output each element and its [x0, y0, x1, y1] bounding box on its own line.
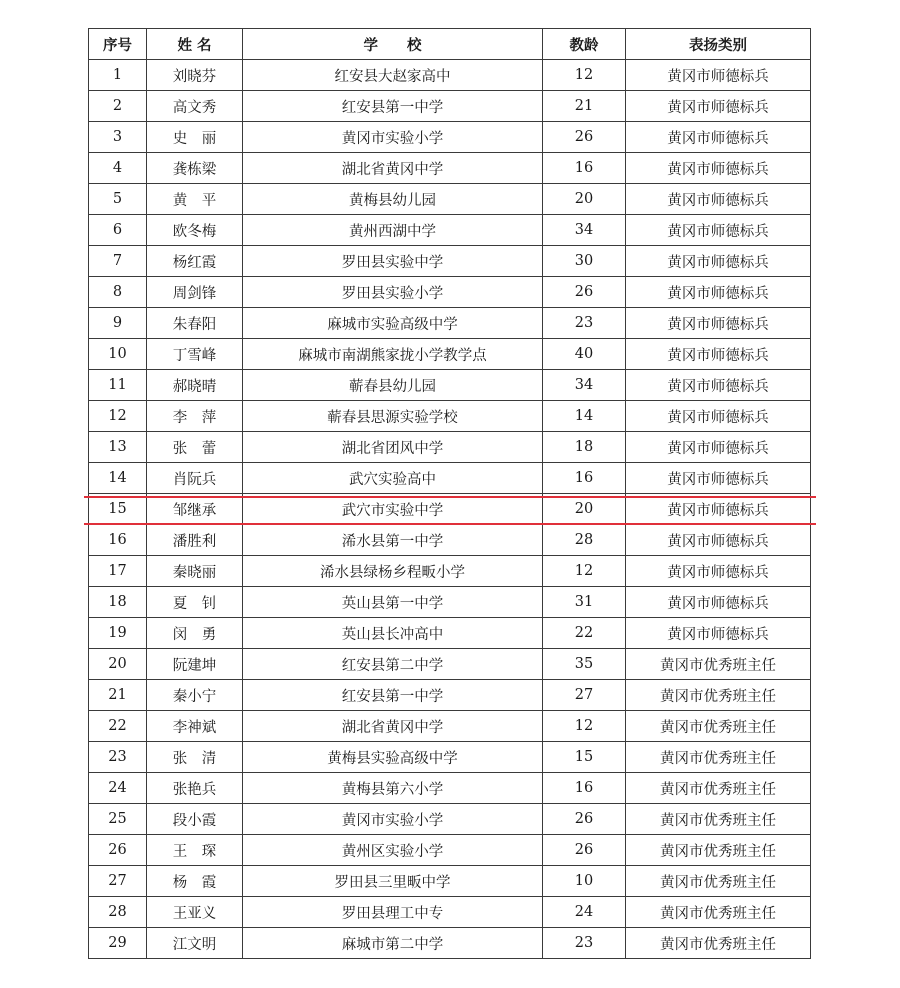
cell-number: 18: [89, 587, 147, 618]
cell-number: 25: [89, 804, 147, 835]
cell-number: 26: [89, 835, 147, 866]
cell-name: 李神斌: [147, 711, 243, 742]
table-row: [89, 370, 811, 401]
cell-name: 丁雪峰: [147, 339, 243, 370]
cell-teaching-years: 40: [543, 339, 626, 370]
cell-teaching-years: 23: [543, 308, 626, 339]
commendation-table: [88, 28, 811, 959]
header-school: 学 校: [243, 29, 543, 60]
cell-teaching-years: 26: [543, 804, 626, 835]
cell-teaching-years: 30: [543, 246, 626, 277]
cell-commendation-category: 黄冈市优秀班主任: [626, 742, 811, 773]
cell-school: 蕲春县思源实验学校: [243, 401, 543, 432]
cell-teaching-years: 18: [543, 432, 626, 463]
cell-name: 闵 勇: [147, 618, 243, 649]
cell-teaching-years: 26: [543, 835, 626, 866]
cell-teaching-years: 15: [543, 742, 626, 773]
cell-school: 麻城市实验高级中学: [243, 308, 543, 339]
cell-teaching-years: 26: [543, 277, 626, 308]
cell-name: 秦小宁: [147, 680, 243, 711]
cell-teaching-years: 10: [543, 866, 626, 897]
cell-school: 黄梅县幼儿园: [243, 184, 543, 215]
cell-commendation-category: 黄冈市优秀班主任: [626, 866, 811, 897]
cell-school: 红安县第一中学: [243, 91, 543, 122]
cell-teaching-years: 16: [543, 153, 626, 184]
table-header-row: [89, 29, 811, 60]
cell-school: 湖北省黄冈中学: [243, 153, 543, 184]
cell-name: 高文秀: [147, 91, 243, 122]
table-row: [89, 215, 811, 246]
table-row: [89, 680, 811, 711]
cell-name: 周剑锋: [147, 277, 243, 308]
cell-commendation-category: 黄冈市优秀班主任: [626, 897, 811, 928]
cell-name: 阮建坤: [147, 649, 243, 680]
cell-number: 17: [89, 556, 147, 587]
cell-name: 王 琛: [147, 835, 243, 866]
cell-teaching-years: 22: [543, 618, 626, 649]
cell-number: 19: [89, 618, 147, 649]
cell-name: 黄 平: [147, 184, 243, 215]
cell-name: 段小霞: [147, 804, 243, 835]
cell-number: 24: [89, 773, 147, 804]
cell-teaching-years: 21: [543, 91, 626, 122]
cell-name: 杨 霞: [147, 866, 243, 897]
cell-number: 22: [89, 711, 147, 742]
cell-name: 郝晓晴: [147, 370, 243, 401]
cell-number: 14: [89, 463, 147, 494]
cell-name: 欧冬梅: [147, 215, 243, 246]
table-row: [89, 618, 811, 649]
cell-school: 蕲春县幼儿园: [243, 370, 543, 401]
table-row: [89, 432, 811, 463]
cell-teaching-years: 12: [543, 60, 626, 91]
table-row: [89, 773, 811, 804]
table-row: [89, 587, 811, 618]
cell-teaching-years: 26: [543, 122, 626, 153]
cell-number: 27: [89, 866, 147, 897]
table-row: [89, 401, 811, 432]
table-row: [89, 649, 811, 680]
table-row: [89, 339, 811, 370]
table-row: [89, 60, 811, 91]
cell-school: 黄州西湖中学: [243, 215, 543, 246]
cell-commendation-category: 黄冈市师德标兵: [626, 494, 811, 525]
table-row: [89, 556, 811, 587]
cell-school: 黄冈市实验小学: [243, 122, 543, 153]
cell-school: 武穴实验高中: [243, 463, 543, 494]
cell-commendation-category: 黄冈市师德标兵: [626, 91, 811, 122]
cell-school: 罗田县理工中专: [243, 897, 543, 928]
cell-name: 龚栋梁: [147, 153, 243, 184]
cell-name: 杨红霞: [147, 246, 243, 277]
cell-commendation-category: 黄冈市师德标兵: [626, 587, 811, 618]
cell-teaching-years: 14: [543, 401, 626, 432]
cell-teaching-years: 20: [543, 184, 626, 215]
cell-number: 21: [89, 680, 147, 711]
cell-commendation-category: 黄冈市优秀班主任: [626, 928, 811, 959]
cell-commendation-category: 黄冈市师德标兵: [626, 184, 811, 215]
cell-teaching-years: 12: [543, 556, 626, 587]
cell-teaching-years: 16: [543, 773, 626, 804]
cell-name: 刘晓芬: [147, 60, 243, 91]
cell-name: 肖阮兵: [147, 463, 243, 494]
cell-commendation-category: 黄冈市优秀班主任: [626, 835, 811, 866]
cell-teaching-years: 34: [543, 215, 626, 246]
cell-number: 8: [89, 277, 147, 308]
cell-number: 15: [89, 494, 147, 525]
cell-number: 9: [89, 308, 147, 339]
cell-number: 2: [89, 91, 147, 122]
cell-commendation-category: 黄冈市优秀班主任: [626, 649, 811, 680]
cell-commendation-category: 黄冈市师德标兵: [626, 401, 811, 432]
table-row: [89, 928, 811, 959]
cell-school: 麻城市第二中学: [243, 928, 543, 959]
header-teaching-years: 教龄: [543, 29, 626, 60]
cell-teaching-years: 16: [543, 463, 626, 494]
cell-number: 6: [89, 215, 147, 246]
cell-commendation-category: 黄冈市师德标兵: [626, 370, 811, 401]
cell-school: 黄州区实验小学: [243, 835, 543, 866]
cell-commendation-category: 黄冈市师德标兵: [626, 277, 811, 308]
table-row: [89, 525, 811, 556]
cell-teaching-years: 23: [543, 928, 626, 959]
table-row: [89, 153, 811, 184]
cell-name: 邹继承: [147, 494, 243, 525]
cell-name: 张 清: [147, 742, 243, 773]
cell-school: 红安县第一中学: [243, 680, 543, 711]
cell-teaching-years: 28: [543, 525, 626, 556]
header-name: 姓 名: [147, 29, 243, 60]
cell-number: 10: [89, 339, 147, 370]
commendation-table-wrapper: [88, 28, 810, 959]
cell-commendation-category: 黄冈市师德标兵: [626, 308, 811, 339]
cell-commendation-category: 黄冈市师德标兵: [626, 618, 811, 649]
cell-school: 红安县第二中学: [243, 649, 543, 680]
cell-number: 1: [89, 60, 147, 91]
cell-commendation-category: 黄冈市师德标兵: [626, 153, 811, 184]
cell-commendation-category: 黄冈市师德标兵: [626, 215, 811, 246]
cell-commendation-category: 黄冈市师德标兵: [626, 556, 811, 587]
cell-number: 3: [89, 122, 147, 153]
cell-number: 5: [89, 184, 147, 215]
cell-name: 潘胜利: [147, 525, 243, 556]
cell-name: 张 蕾: [147, 432, 243, 463]
table-row: [89, 463, 811, 494]
cell-school: 浠水县第一中学: [243, 525, 543, 556]
cell-teaching-years: 35: [543, 649, 626, 680]
cell-commendation-category: 黄冈市师德标兵: [626, 60, 811, 91]
cell-name: 张艳兵: [147, 773, 243, 804]
cell-number: 16: [89, 525, 147, 556]
cell-name: 史 丽: [147, 122, 243, 153]
header-number: 序号: [89, 29, 147, 60]
cell-school: 武穴市实验中学: [243, 494, 543, 525]
header-commendation-category: 表扬类别: [626, 29, 811, 60]
cell-number: 12: [89, 401, 147, 432]
cell-commendation-category: 黄冈市师德标兵: [626, 246, 811, 277]
cell-number: 7: [89, 246, 147, 277]
cell-number: 13: [89, 432, 147, 463]
table-row: [89, 494, 811, 525]
cell-commendation-category: 黄冈市师德标兵: [626, 432, 811, 463]
cell-commendation-category: 黄冈市优秀班主任: [626, 680, 811, 711]
table-row: [89, 184, 811, 215]
cell-commendation-category: 黄冈市师德标兵: [626, 525, 811, 556]
cell-teaching-years: 12: [543, 711, 626, 742]
cell-commendation-category: 黄冈市优秀班主任: [626, 804, 811, 835]
cell-commendation-category: 黄冈市师德标兵: [626, 339, 811, 370]
cell-teaching-years: 20: [543, 494, 626, 525]
cell-school: 英山县第一中学: [243, 587, 543, 618]
cell-teaching-years: 27: [543, 680, 626, 711]
cell-number: 4: [89, 153, 147, 184]
cell-school: 英山县长冲高中: [243, 618, 543, 649]
cell-teaching-years: 31: [543, 587, 626, 618]
table-row: [89, 804, 811, 835]
table-row: [89, 742, 811, 773]
cell-school: 红安县大赵家高中: [243, 60, 543, 91]
cell-school: 湖北省团风中学: [243, 432, 543, 463]
table-row: [89, 122, 811, 153]
cell-name: 夏 钊: [147, 587, 243, 618]
cell-teaching-years: 24: [543, 897, 626, 928]
cell-commendation-category: 黄冈市师德标兵: [626, 122, 811, 153]
cell-commendation-category: 黄冈市师德标兵: [626, 463, 811, 494]
table-row: [89, 308, 811, 339]
cell-commendation-category: 黄冈市优秀班主任: [626, 773, 811, 804]
cell-school: 黄冈市实验小学: [243, 804, 543, 835]
cell-school: 浠水县绿杨乡程畈小学: [243, 556, 543, 587]
table-body: [89, 60, 811, 959]
cell-teaching-years: 34: [543, 370, 626, 401]
cell-school: 罗田县实验小学: [243, 277, 543, 308]
cell-number: 29: [89, 928, 147, 959]
cell-name: 江文明: [147, 928, 243, 959]
table-row: [89, 91, 811, 122]
table-row: [89, 835, 811, 866]
cell-commendation-category: 黄冈市优秀班主任: [626, 711, 811, 742]
cell-number: 28: [89, 897, 147, 928]
cell-school: 湖北省黄冈中学: [243, 711, 543, 742]
cell-school: 罗田县实验中学: [243, 246, 543, 277]
cell-name: 李 萍: [147, 401, 243, 432]
table-row: [89, 277, 811, 308]
cell-number: 23: [89, 742, 147, 773]
cell-school: 黄梅县第六小学: [243, 773, 543, 804]
cell-school: 麻城市南湖熊家拢小学教学点: [243, 339, 543, 370]
table-row: [89, 711, 811, 742]
cell-name: 朱春阳: [147, 308, 243, 339]
cell-number: 11: [89, 370, 147, 401]
cell-school: 罗田县三里畈中学: [243, 866, 543, 897]
cell-number: 20: [89, 649, 147, 680]
table-row: [89, 246, 811, 277]
cell-name: 秦晓丽: [147, 556, 243, 587]
cell-name: 王亚义: [147, 897, 243, 928]
table-row: [89, 866, 811, 897]
table-row: [89, 897, 811, 928]
cell-school: 黄梅县实验高级中学: [243, 742, 543, 773]
